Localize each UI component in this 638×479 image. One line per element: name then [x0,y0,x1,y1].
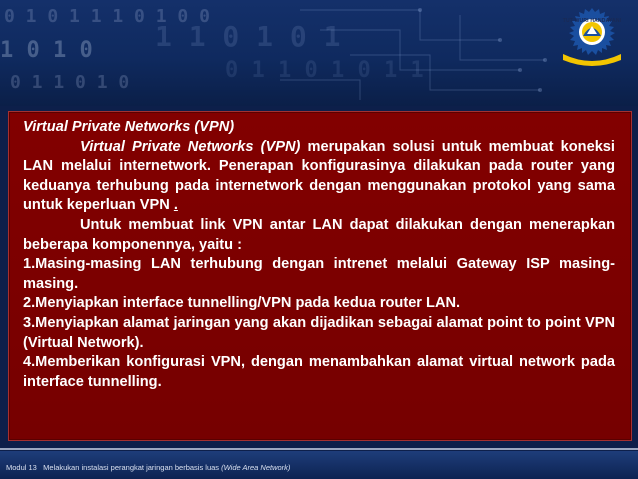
binary-text: 1 1 0 1 0 1 [155,20,341,53]
footer-divider [0,448,638,450]
footer-desc-italic: (Wide Area Network) [221,463,291,472]
footer-text [6,463,290,472]
tut-wuri-handayani-logo [553,6,631,72]
binary-text: 0 1 0 1 1 1 0 1 0 0 [4,6,210,27]
paragraph-intro-text: merupakan solusi untuk membuat koneksi LAN melalui internetwork. Penerapan konfigurasinya dilakukan pada router yang keduanya terhubung pada internetwork dengan menggunakan protokol yang sama untuk keperluan VPN [23,138,615,214]
circuit-pattern [0,0,638,106]
slide-title: Virtual Private Networks (VPN) [23,119,235,135]
list-item: 1.Masing-masing LAN terhubung dengan intrenet melalui Gateway ISP masing-masing. [23,256,615,292]
binary-text: 0 1 1 0 1 0 1 1 [225,58,424,83]
vpn-term: Virtual Private Networks (VPN) [80,138,301,155]
list-item: 3.Menyiapkan alamat jaringan yang akan dijadikan sebagai alamat point to point VPN (Virtual Network). [23,314,615,351]
list-item: 2.Menyiapkan interface tunnelling/VPN pada kedua router LAN. [23,295,461,312]
binary-text: 0 1 1 0 1 0 [10,72,130,93]
paragraph-components: Untuk membuat link VPN antar LAN dapat dilakukan dengan menerapkan beberapa komponennya, yaitu : [23,216,615,253]
paragraph-end-mark: . [173,197,178,214]
footer-bar [0,451,638,479]
logo-emblem-icon [553,6,631,72]
content-panel [8,111,632,441]
footer-module: Modul 13 [6,463,37,472]
list-item: 4.Memberikan konfigurasi VPN, dengan menambahkan alamat virtual network pada interface tunnelling. [23,354,615,390]
paragraph-intro [23,138,615,216]
binary-text: 1 0 1 0 [0,38,93,63]
footer-desc: Melakukan instalasi perangkat jaringan berbasis luas [43,463,220,472]
slide-content [23,118,615,392]
logo-text: TUT WURI HANDAYANI [562,18,622,24]
header-banner [0,0,638,106]
